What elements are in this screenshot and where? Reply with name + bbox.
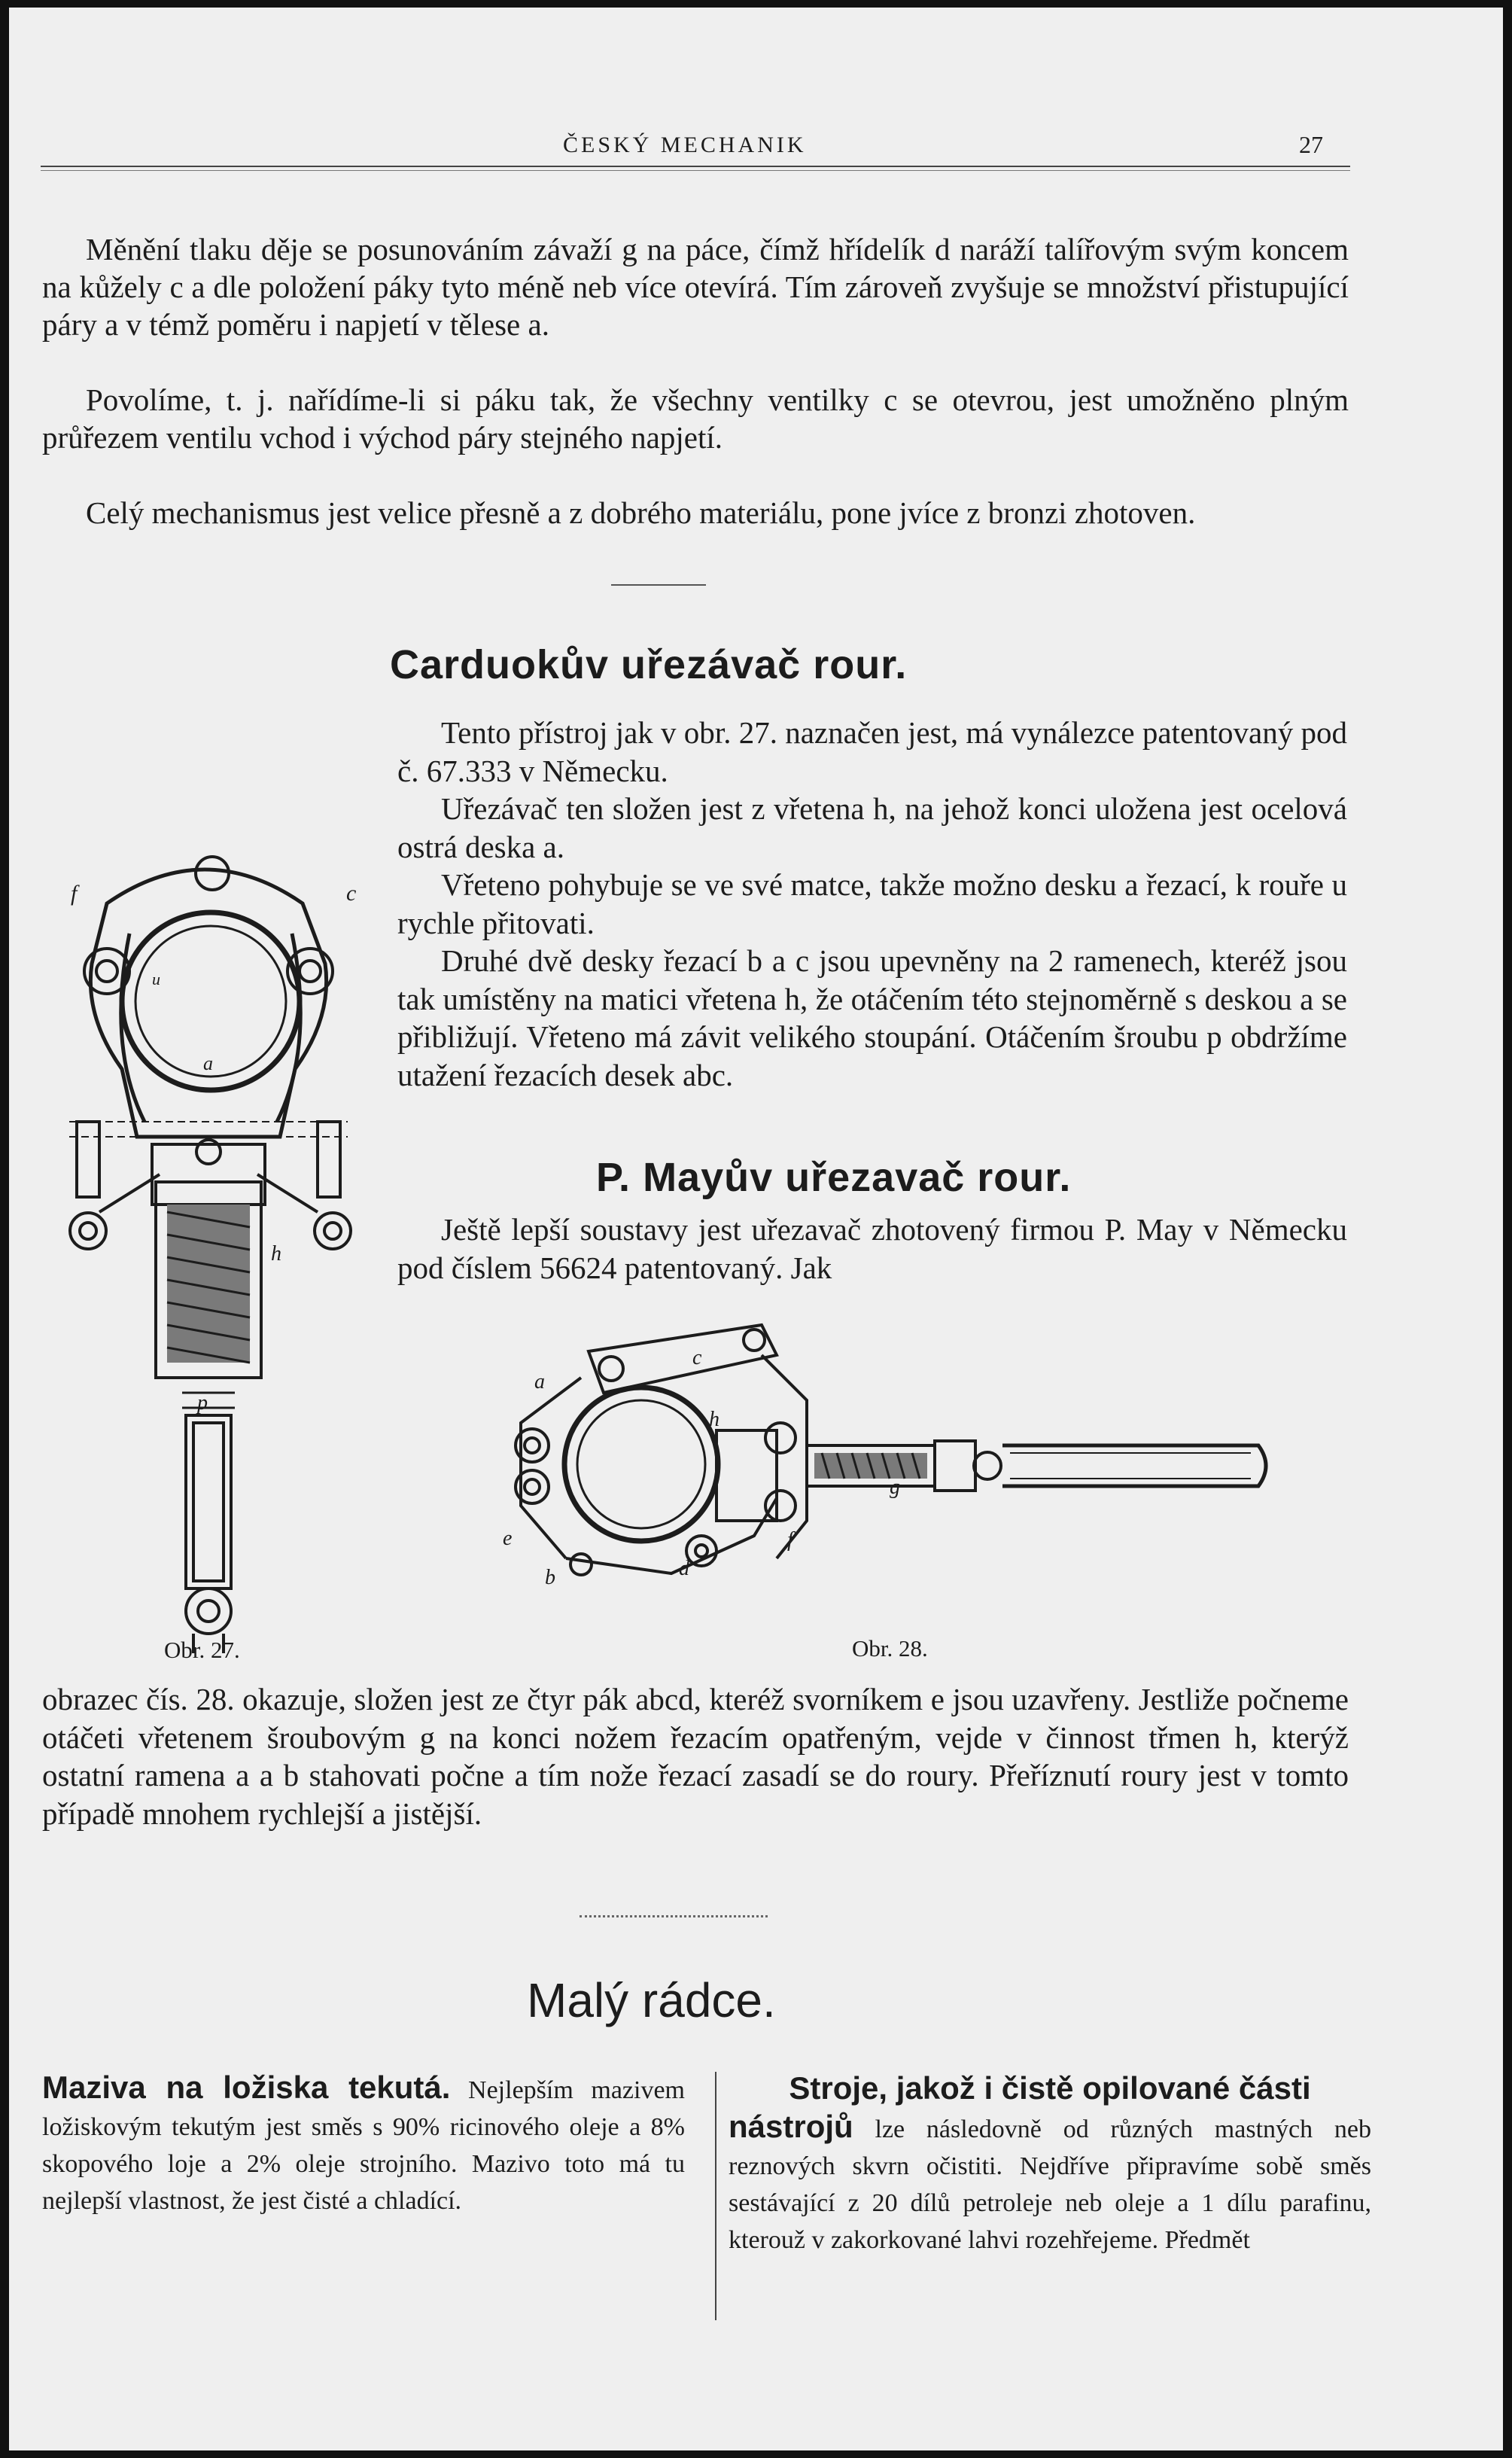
intro-paragraph-2: Povolíme, t. j. nařídíme-li si páku tak, že všechny ventilky c se otevrou, jest umožněno plným průřezem ventilu vchod i východ páry stejného napjetí. <box>42 382 1349 455</box>
header-rule-thin <box>41 170 1350 171</box>
col2-title-line-1: Stroje, jakož i čistě opilované části <box>789 2070 1311 2106</box>
column-rule <box>715 2072 716 2320</box>
fig28-label-g: g <box>890 1476 900 1499</box>
fig27-caption: Obr. 27. <box>164 1637 240 1663</box>
col2-title-line-2: nástrojů <box>729 2109 853 2144</box>
radce-column-1 <box>42 2069 685 2219</box>
dotted-divider <box>580 1915 768 1917</box>
col1-title: Maziva na ložiska tekutá. <box>42 2070 451 2105</box>
fig28-label-d: d <box>679 1557 689 1580</box>
intro-paragraph-3: Celý mechanismus jest velice přesně a z dobrého materiálu, pone jvíce z bronzi zhotoven. <box>86 495 1196 530</box>
may-paragraph-2: obrazec čís. 28. okazuje, složen jest ze čtyr pák abcd, kteréž svorníkem e jsou uzavřeny. Jestliže počneme otáčeti vřetenem šroubovým g na konci nožem řezacím opatřeným, vejde v činnost třmen h, kterýž ostatní ramena a a b stahovati počne a tím nože řezací zasadí se do roury. Přeříznutí roury jest v tomto případě mnohem rychlejší a jistější. <box>42 1682 1349 1831</box>
section-divider <box>611 584 706 586</box>
fig27-label-f: f <box>71 881 78 906</box>
figure-27-drawing <box>54 821 370 1656</box>
page-number: 27 <box>1299 131 1323 158</box>
col1-text: mazivem ložiskovým tekutým jest směs s 90% ricinového oleje a 8% skopového loje a 2% oleje strojního. Mazivo toto má tu nejlepší vlastnost, že jest čisté a chladící. <box>42 2076 686 2215</box>
fig28-label-c: c <box>692 1346 702 1369</box>
col2-text: lze následovně od různých mastných neb reznových skvrn očistiti. Nejdříve připravíme sobě směs sestávající z 20 dílů petroleje neb oleje a 1 dílu parafinu, kterouž v zakorkované lahvi rozehřejeme. Předmět <box>729 2115 1372 2254</box>
fig28-label-a: a <box>534 1370 545 1393</box>
fig28-label-e: e <box>503 1527 513 1550</box>
fig27-label-p: p <box>197 1391 208 1415</box>
fig27-label-c: c <box>346 881 357 906</box>
carduok-heading: Carduokův uřezávač rour. <box>390 642 908 687</box>
col1-lead: Nejlepším <box>468 2076 573 2104</box>
header-rule <box>41 166 1350 167</box>
fig27-label-u: u <box>152 970 160 988</box>
fig27-label-h: h <box>271 1242 281 1266</box>
intro-paragraph-1: Měnění tlaku děje se posunováním závaží g na páce, čímž hřídelík d naráží talířovým svým koncem na kůžely c a dle položení páky tyto méně neb více otevírá. Tím zároveň zvyšuje se množství přistupující páry a v témž poměru i napjetí v tělese a. <box>42 232 1349 342</box>
may-heading: P. Mayův uřezavač rour. <box>596 1155 1072 1200</box>
fig28-label-f: f <box>787 1528 793 1552</box>
fig27-label-a: a <box>203 1052 213 1074</box>
fig28-caption: Obr. 28. <box>852 1635 928 1662</box>
fig28-label-h: h <box>709 1408 719 1431</box>
fig28-label-b: b <box>545 1566 555 1589</box>
maly-radce-heading: Malý rádce. <box>527 1973 776 2027</box>
carduok-paragraph-3: Vřeteno pohybuje se ve své matce, takže možno desku a řezací, k rouře u rychle přitovati. <box>397 867 1347 940</box>
radce-column-2 <box>729 2069 1371 2258</box>
carduok-paragraph-2: Uřezávač ten složen jest z vřetena h, na jehož konci uložena jest ocelová ostrá deska a. <box>397 791 1347 864</box>
figure-28-drawing <box>491 1310 1281 1611</box>
carduok-paragraph-4: Druhé dvě desky řezací b a c jsou upevněny na 2 ramenech, kteréž jsou tak umístěny na matici vřetena h, že otáčením této stejnoměrně s deskou a se přibližují. Vřeteno má závit velikého stoupání. Otáčením šroubu p obdržíme utažení řezacích desek abc. <box>397 943 1347 1092</box>
page <box>9 8 1503 2450</box>
may-paragraph-1: Ještě lepší soustavy jest uřezavač zhotovený firmou P. May v Německu pod číslem 56624 patentovaný. Jak <box>397 1212 1347 1285</box>
running-title: ČESKÝ MECHANIK <box>563 132 807 157</box>
carduok-paragraph-1: Tento přístroj jak v obr. 27. naznačen jest, má vynálezce patentovaný pod č. 67.333 v Německu. <box>397 715 1347 788</box>
